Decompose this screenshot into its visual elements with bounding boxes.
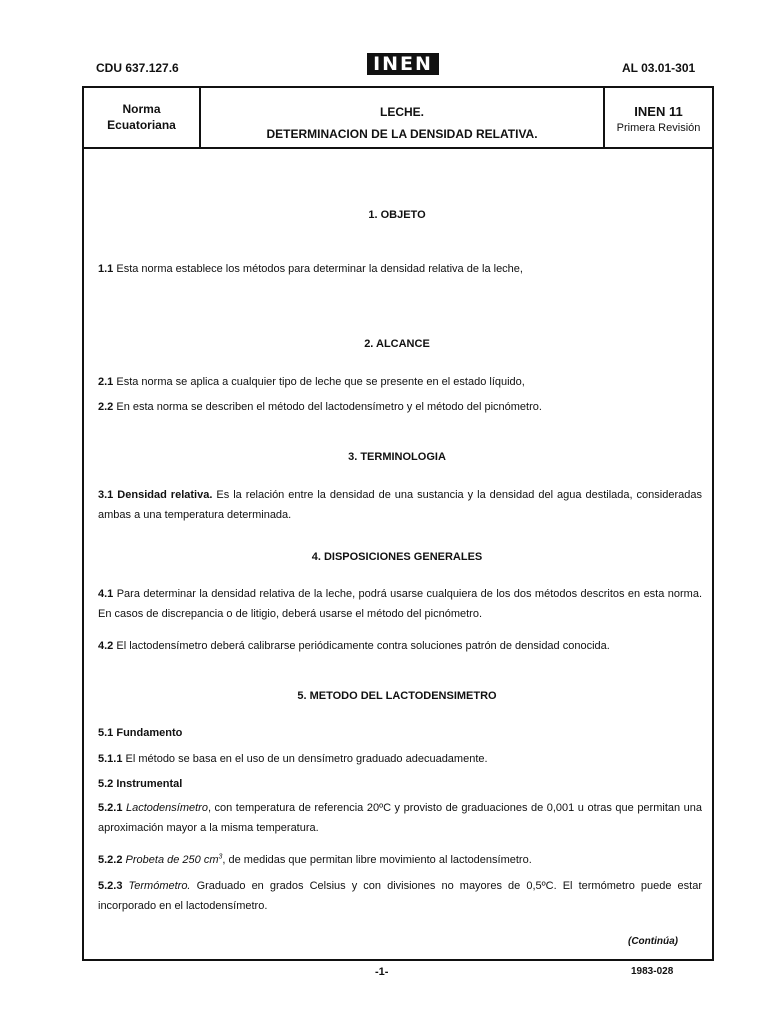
subsection-instrumental: 5.2 Instrumental	[98, 778, 183, 790]
document-code: AL 03.01-301	[622, 61, 696, 75]
continua-marker: (Continúa)	[628, 936, 678, 947]
superscript: 3	[218, 853, 223, 861]
cdu-code: CDU 637.127.6	[96, 61, 179, 75]
norm-type-line1: Norma	[122, 102, 161, 116]
paragraph-number: 3.1	[98, 489, 114, 501]
paragraph-number: 5.1.1	[98, 753, 123, 765]
paragraph-text: Graduado en grados Celsius y con divisiones no mayores de 0,5ºC. El termómetro puede estar incorporado en el lactodensímetro.	[98, 880, 702, 912]
term-termometro: Termómetro.	[128, 880, 191, 892]
paragraph-5-1-1	[98, 749, 702, 769]
term-lactodensimetro: Lactodensímetro	[126, 802, 208, 814]
paragraph-text: En esta norma se describen el método del lactodensímetro y el método del picnómetro.	[113, 401, 542, 413]
paragraph-4-1	[98, 584, 702, 624]
paragraph-5-2-3	[98, 876, 702, 916]
paragraph-number: 5.2.2	[98, 854, 123, 866]
paragraph-text: El lactodensímetro deberá calibrarse periódicamente contra soluciones patrón de densidad conocida.	[113, 640, 610, 652]
paragraph-text: Esta norma se aplica a cualquier tipo de leche que se presente en el estado líquido,	[113, 376, 525, 388]
paragraph-2-2	[98, 397, 702, 417]
paragraph-5-2-2	[98, 850, 702, 870]
document-title-cell	[201, 101, 603, 145]
norm-number-cell	[605, 104, 712, 136]
paragraph-1-1	[98, 259, 702, 279]
paragraph-text: Es la relación entre la densidad de una sustancia y la densidad del agua destilada, consideradas ambas a una temperatura determinada.	[98, 489, 702, 521]
paragraph-3-1	[98, 485, 702, 525]
inen-logo	[367, 53, 439, 75]
paragraph-number: 2.1	[98, 376, 114, 388]
paragraph-number: 2.2	[98, 401, 114, 413]
paragraph-text: El método se basa en el uso de un densímetro graduado adecuadamente.	[122, 753, 488, 765]
document-title-line2: DETERMINACION DE LA DENSIDAD RELATIVA.	[266, 127, 538, 141]
paragraph-text: , con temperatura de referencia 20ºC y provisto de graduaciones de 0,001 u otras que permitan una aproximación mayor a la misma temperatura.	[98, 802, 702, 834]
section-heading-metodo-lactodensimetro: 5. METODO DEL LACTODENSIMETRO	[297, 690, 497, 702]
norm-type-cell	[84, 101, 199, 133]
paragraph-2-1	[98, 372, 702, 392]
subsection-fundamento: 5.1 Fundamento	[98, 727, 183, 739]
paragraph-number: 5.2.1	[98, 802, 123, 814]
footer-code: 1983-028	[631, 966, 674, 977]
section-heading-terminologia: 3. TERMINOLOGIA	[348, 451, 446, 463]
paragraph-text: , de medidas que permitan libre movimiento al lactodensímetro.	[222, 854, 532, 866]
revision-label: Primera Revisión	[616, 122, 701, 134]
term-probeta	[126, 854, 223, 866]
paragraph-text: Esta norma establece los métodos para determinar la densidad relativa de la leche,	[113, 263, 523, 275]
paragraph-4-2	[98, 636, 702, 656]
paragraph-number: 4.2	[98, 640, 114, 652]
section-heading-disposiciones: 4. DISPOSICIONES GENERALES	[311, 551, 483, 563]
norm-number: INEN 11	[634, 104, 683, 119]
section-heading-alcance: 2. ALCANCE	[364, 338, 430, 350]
paragraph-number: 1.1	[98, 263, 114, 275]
term-probeta-text: Probeta de 250 cm	[125, 854, 219, 866]
term-densidad-relativa: Densidad relativa.	[113, 489, 213, 501]
page-number: -1-	[375, 966, 389, 978]
norm-type-line2: Ecuatoriana	[107, 118, 176, 132]
title-block-divider	[82, 147, 714, 149]
paragraph-text: Para determinar la densidad relativa de la leche, podrá usarse cualquiera de los dos métodos descritos en esta norma. En casos de discrepancia o de litigio, deberá usarse el método del picnómetro.	[98, 588, 702, 620]
inen-logo-text: INEN	[373, 53, 433, 75]
paragraph-5-2-1	[98, 798, 702, 838]
document-title-line1: LECHE.	[379, 105, 424, 119]
paragraph-number: 4.1	[98, 588, 114, 600]
section-heading-objeto: 1. OBJETO	[368, 209, 426, 221]
paragraph-number: 5.2.3	[98, 880, 123, 892]
